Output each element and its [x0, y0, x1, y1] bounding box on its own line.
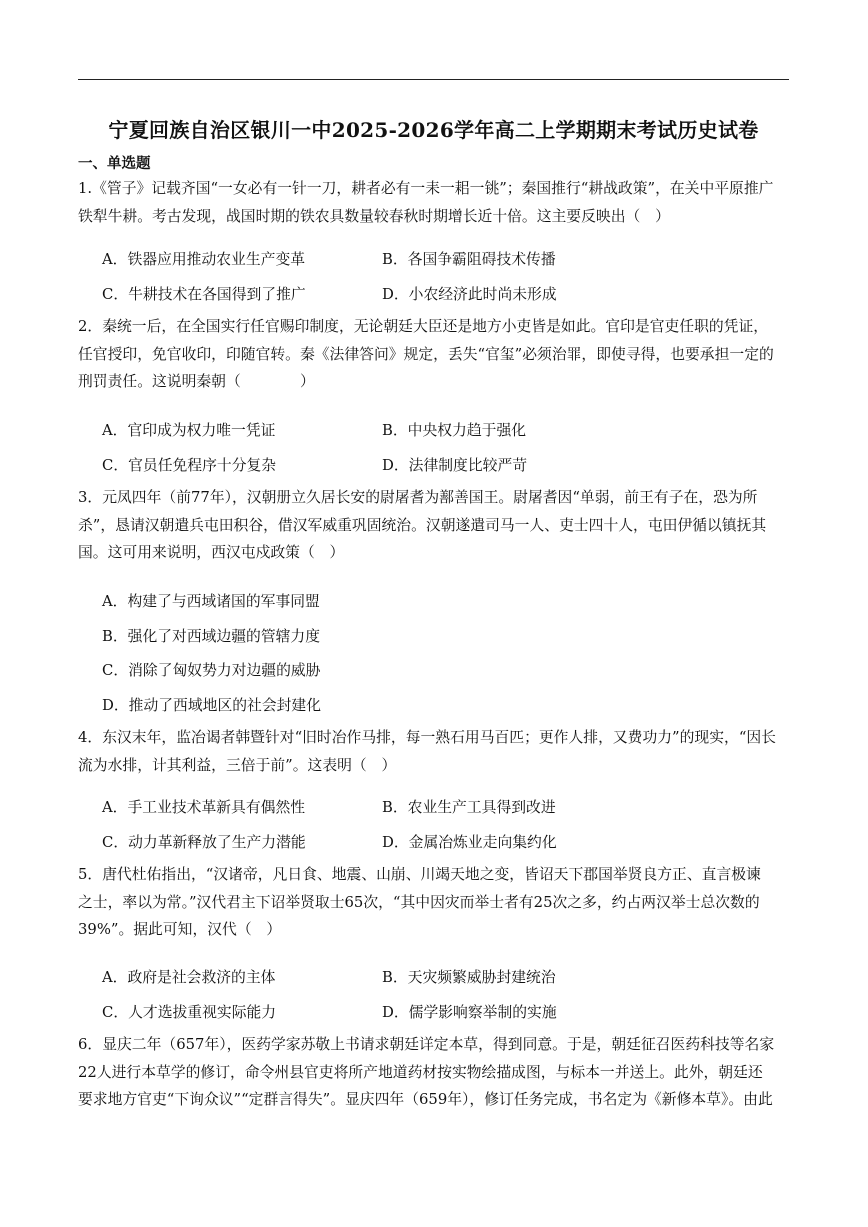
question-text-line: 任官授印，免官收印，印随官转。秦《法律答问》规定，丢失“官玺”必须治罪，即使寻得，也要承担一定的: [78, 345, 774, 363]
option-d[interactable]: D．儒学影响察举制的实施: [382, 1003, 557, 1021]
option-b[interactable]: B．各国争霸阻碍技术传播: [382, 251, 556, 268]
question-6: [78, 1031, 792, 1114]
question-3: [78, 484, 792, 567]
option-b[interactable]: B．中央权力趋于强化: [382, 422, 527, 439]
question-5: [78, 861, 792, 944]
question-text-line: 3．元凤四年（前77年），汉朝册立久居长安的尉屠耆为鄯善国王。尉屠耆因“单弱，前王有子在，恐为所: [78, 489, 758, 506]
question-4: [78, 724, 792, 779]
option-c[interactable]: C．官员任免程序十分复杂: [102, 456, 277, 474]
question-text-line: 之士，率以为常。”汉代君主下诏举贤取士65次，“其中因灾而举士者有25次之多，约占两汉举士总次数的: [78, 893, 760, 911]
section-heading: 一、单选题: [78, 155, 151, 172]
option-c[interactable]: C．消除了匈奴势力对边疆的威胁: [102, 662, 321, 679]
option-d[interactable]: D．金属冶炼业走向集约化: [382, 833, 557, 851]
question-1: [78, 175, 792, 230]
question-text-line: 国。这可用来说明，西汉屯戍政策（ ）: [78, 544, 345, 561]
option-a[interactable]: A．官印成为权力唯一凭证: [102, 422, 276, 439]
question-3-options: [102, 590, 321, 728]
page-title: 宁夏回族自治区银川一中2025-2026学年高二上学期期末考试历史试卷: [108, 118, 759, 142]
question-text-line: 39%”。据此可知，汉代（ ）: [78, 921, 282, 938]
question-text-line: 22人进行本草学的修订，命令州县官吏将所产地道药材按实物绘描成图，与标本一并送上。此外，朝廷还: [78, 1063, 763, 1081]
option-d[interactable]: D．小农经济此时尚未形成: [382, 285, 557, 303]
option-a[interactable]: A．构建了与西域诸国的军事同盟: [102, 593, 320, 610]
option-d[interactable]: D．推动了西域地区的社会封建化: [102, 696, 322, 714]
option-d[interactable]: D．法律制度比较严苛: [382, 456, 528, 474]
option-b[interactable]: B．强化了对西域边疆的管辖力度: [102, 627, 321, 645]
question-text-line: 2．秦统一后，在全国实行任官赐印制度，无论朝廷大臣还是地方小吏皆是如此。官印是官吏任职的凭证，: [78, 318, 769, 335]
question-text-line: 铁犁牛耕。考古发现，战国时期的铁农具数量较春秋时期增长近十倍。这主要反映出（ ）: [78, 207, 670, 225]
question-text-line: 杀”，恳请汉朝遣兵屯田积谷，借汉军威重巩固统治。汉朝遂遣司马一人、吏士四十人，屯田伊循以镇抚其: [78, 516, 767, 534]
option-c[interactable]: C．动力革新释放了生产力潜能: [102, 833, 306, 851]
option-b[interactable]: B．天灾频繁威胁封建统治: [382, 969, 556, 986]
question-text-line: 刑罚责任。这说明秦朝（ ）: [78, 373, 315, 390]
option-a[interactable]: A．手工业技术革新具有偶然性: [102, 799, 306, 816]
option-b[interactable]: B．农业生产工具得到改进: [382, 799, 556, 816]
header-rule: [78, 79, 789, 80]
option-c[interactable]: C．人才选拔重视实际能力: [102, 1003, 277, 1021]
option-a[interactable]: A．铁器应用推动农业生产变革: [102, 251, 306, 268]
question-text-line: 5．唐代杜佑指出，“汉诸帝，凡日食、地震、山崩、川竭天地之变，皆诏天下郡国举贤良方正、直言极谏: [78, 866, 761, 883]
question-text-line: 4．东汉末年，监冶谒者韩暨针对“旧时冶作马排，每一熟石用马百匹；更作人排，又费功力”的现实，“因长: [78, 729, 776, 746]
question-text-line: 流为水排，计其利益，三倍于前”。这表明（ ）: [78, 756, 397, 774]
option-c[interactable]: C．牛耕技术在各国得到了推广: [102, 285, 306, 303]
question-text-line: 要求地方官吏“下询众议”“定群言得失”。显庆四年（659年），修订任务完成，书名定为《新修本草》。由此: [78, 1091, 773, 1108]
question-text-line: 6．显庆二年（657年），医药学家苏敬上书请求朝廷详定本草，得到同意。于是，朝廷征召医药科技等名家: [78, 1036, 775, 1053]
question-text-line: 1.《管子》记载齐国“一女必有一针一刀，耕者必有一耒一耜一铫”；秦国推行“耕战政策”，在关中平原推广: [78, 180, 774, 197]
option-a[interactable]: A．政府是社会救济的主体: [102, 969, 276, 986]
question-2: [78, 313, 792, 396]
